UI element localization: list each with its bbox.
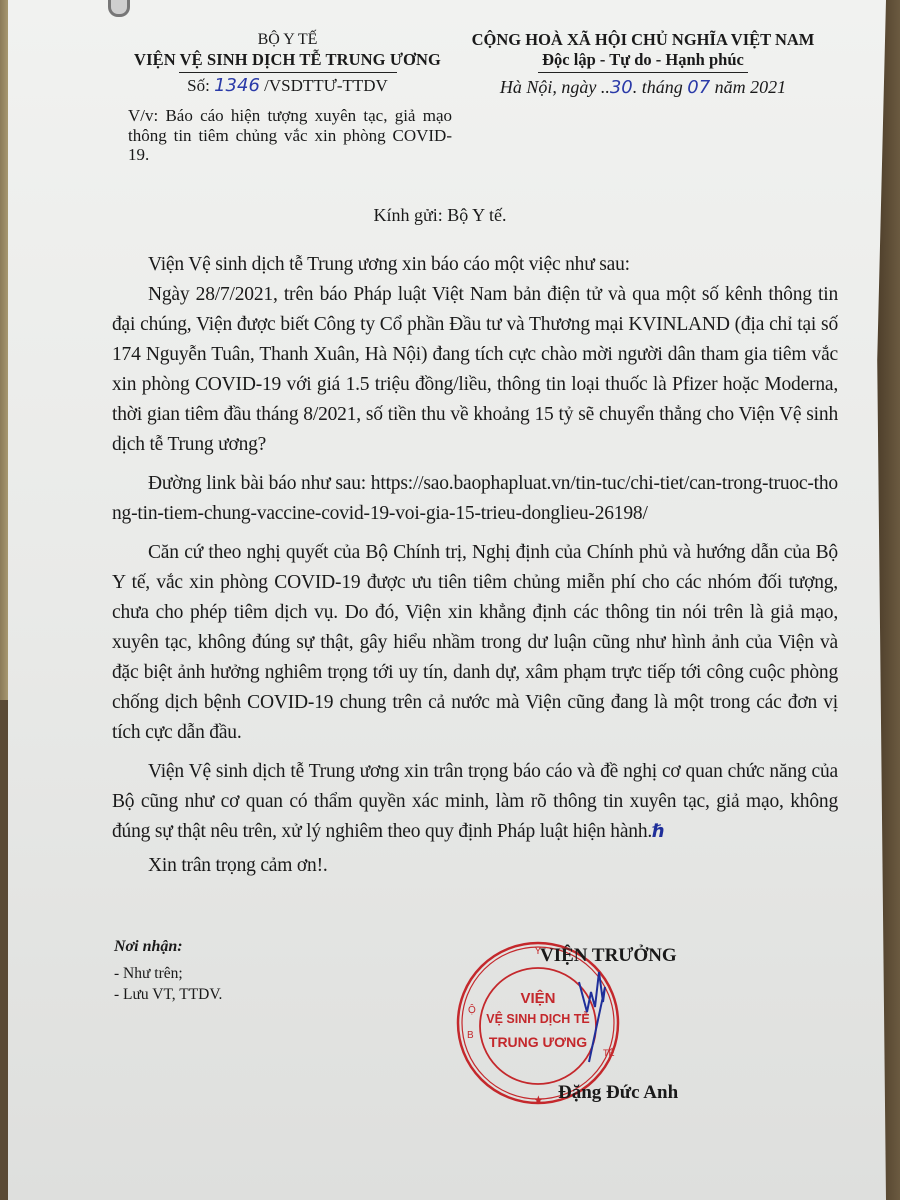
institute-name: VIỆN VỆ SINH DỊCH TỄ TRUNG ƯƠNG bbox=[134, 50, 441, 69]
distribution-title: Nơi nhận: bbox=[114, 938, 183, 955]
initial-mark-icon: ℏ bbox=[652, 821, 665, 842]
document-number-prefix: Số: bbox=[187, 76, 210, 95]
stamp-line-2: VỆ SINH DỊCH TỄ bbox=[486, 1012, 590, 1026]
document-number bbox=[115, 76, 460, 96]
header-divider bbox=[179, 72, 397, 73]
issuer-header bbox=[115, 30, 460, 96]
article-link[interactable]: https://sao.baophapluat.vn/tin-tuc/chi-tiet/can-trong-truoc-thong-tin-tiem-chung-vaccine-covid-19-voi-gia-15-trieu-donglieu-26198/ bbox=[112, 473, 838, 524]
document-number-handwritten: 1346 bbox=[214, 75, 260, 96]
country-name: CỘNG HOÀ XÃ HỘI CHỦ NGHĨA VIỆT NAM bbox=[471, 30, 815, 49]
svg-text:Y: Y bbox=[534, 946, 542, 957]
signer-name: Đặng Đức Anh bbox=[558, 1082, 679, 1103]
svg-text:TẾ: TẾ bbox=[603, 1048, 615, 1058]
document-subject: V/v: Báo cáo hiện tượng xuyên tạc, giả mạo thông tin tiêm chủng vắc xin phòng COVID-19. bbox=[128, 106, 452, 164]
document-body bbox=[112, 250, 838, 881]
paragraph-intro: Viện Vệ sinh dịch tễ Trung ương xin báo cáo một việc như sau: bbox=[148, 254, 630, 275]
handwritten-signature-icon bbox=[575, 962, 615, 1072]
date-month: 07 bbox=[687, 77, 711, 98]
recipient-line: Kính gửi: Bộ Y tế. bbox=[373, 205, 507, 225]
paragraph-basis: Căn cứ theo nghị quyết của Bộ Chính trị, Nghị định của Chính phủ và hướng dẫn của Bộ Y tế, vắc xin phòng COVID-19 được ưu tiên tiêm chủng miễn phí cho các nhóm đối tượng, chưa cho phép tiêm dịch vụ. Do đó, Viện xin khẳng định các thông tin nói trên là giả mạo, xuyên tạc, không đúng sự thật, gây hiểu nhầm trong dư luận cũng như hình ảnh của Viện và đặc biệt ảnh hưởng nghiêm trọng tới uy tín, danh dự, xâm phạm trực tiếp tới công cuộc phòng chống dịch bệnh COVID-19 chung trên cả nước mà Viện cũng đang là một trong các đơn vị tích cực dẫn đầu. bbox=[112, 542, 838, 743]
date-mid: . tháng bbox=[632, 77, 688, 97]
svg-text:★: ★ bbox=[533, 1093, 544, 1107]
stamp-line-1: VIỆN bbox=[520, 990, 556, 1007]
document-number-suffix: /VSDTTƯ-TTDV bbox=[264, 76, 388, 95]
paragraph-request bbox=[112, 757, 838, 847]
national-motto: Độc lập - Tự do - Hạnh phúc bbox=[542, 50, 744, 69]
document-date bbox=[448, 77, 838, 98]
request-text: Viện Vệ sinh dịch tễ Trung ương xin trân trọng báo cáo và đề nghị cơ quan chức năng của Bộ cũng như cơ quan có thẩm quyền xác minh, làm rõ thông tin xuyên tạc, giả mạo, không đúng sự thật nêu trên, xử lý nghiêm theo quy định Pháp luật hiện hành. bbox=[112, 761, 838, 842]
signer-title: VIỆN TRƯỞNG bbox=[540, 945, 677, 966]
motto-divider bbox=[538, 72, 748, 73]
distribution-item: - Lưu VT, TTDV. bbox=[114, 986, 223, 1003]
national-header bbox=[448, 30, 838, 98]
date-prefix: Hà Nội, ngày .. bbox=[499, 77, 610, 97]
stamp-line-3: TRUNG ƯƠNG bbox=[488, 1034, 588, 1050]
closing-line: Xin trân trọng cảm ơn!. bbox=[148, 855, 328, 876]
svg-text:Ộ: Ộ bbox=[468, 1005, 476, 1016]
date-suffix: năm 2021 bbox=[710, 77, 787, 97]
paragraph-link bbox=[112, 469, 838, 529]
svg-text:B: B bbox=[467, 1030, 474, 1041]
ministry-name: BỘ Y TẾ bbox=[257, 31, 318, 48]
distribution-item: - Như trên; bbox=[114, 965, 183, 982]
paragraph-incident: Ngày 28/7/2021, trên báo Pháp luật Việt Nam bản điện tử và qua một số kênh thông tin đại chúng, Viện được biết Công ty Cổ phần Đầu tư và Thương mại KVINLAND (địa chỉ tại số 174 Nguyễn Tuân, Thanh Xuân, Hà Nội) đang tích cực chào mời người dân tham gia tiêm vắc xin phòng COVID-19 với giá 1.5 triệu đồng/liều, thông tin loại thuốc là Pfizer hoặc Moderna, thời gian tiêm đầu tháng 8/2021, số tiền thu về khoảng 15 tỷ sẽ chuyển thẳng cho Viện Vệ sinh dịch tễ Trung ương? bbox=[112, 284, 838, 455]
date-day: 30 bbox=[609, 77, 633, 98]
distribution-list bbox=[114, 936, 222, 1005]
link-label: Đường link bài báo như sau: bbox=[148, 473, 371, 494]
